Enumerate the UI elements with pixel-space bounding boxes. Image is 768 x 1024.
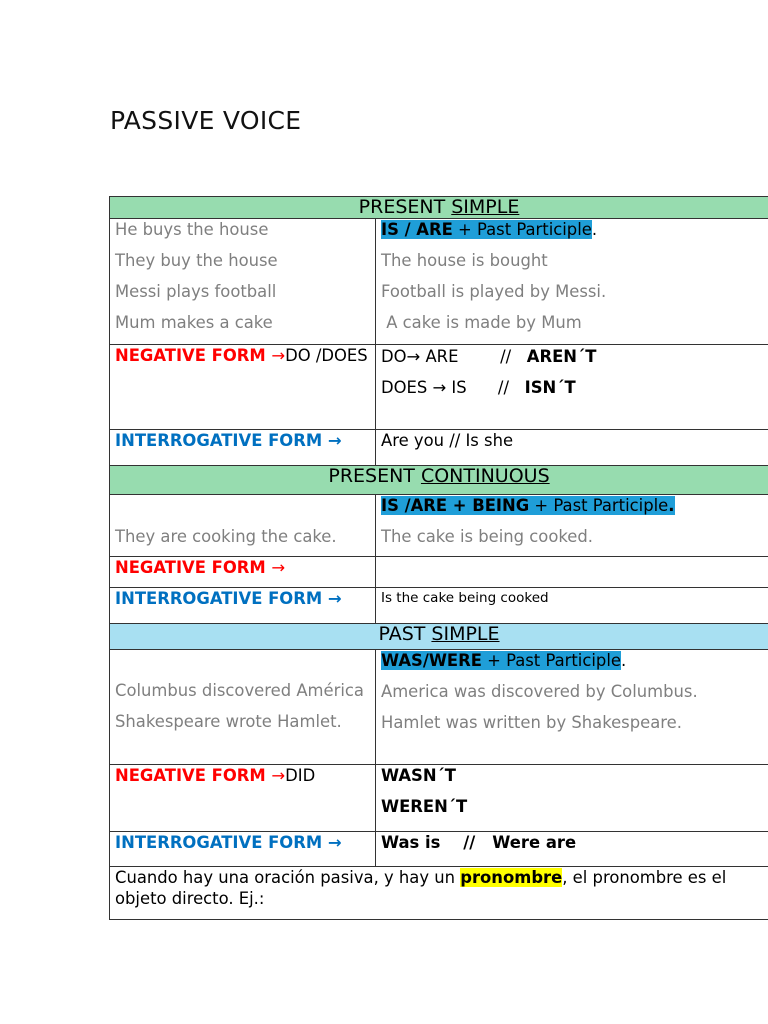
section-header-past-simple <box>110 624 768 650</box>
section-header-present-simple <box>110 197 768 219</box>
arrow-icon: → <box>271 558 286 577</box>
passive-example: The house is bought <box>381 251 548 270</box>
passive-example: Hamlet was written by Shakespeare. <box>381 713 682 732</box>
passive-example: A cake is made by Mum <box>381 313 582 332</box>
section-header-present-continuous <box>110 466 768 495</box>
interrogative-value: Is the cake being cooked <box>381 590 549 606</box>
note-text: Cuando hay una oración pasiva, y hay un <box>115 868 461 887</box>
header-tense: SIMPLE <box>451 196 520 218</box>
active-example: He buys the house <box>115 220 269 239</box>
interrogative-value: Was is // Were are <box>381 833 577 852</box>
page-title: PASSIVE VOICE <box>110 106 302 135</box>
header-text: PAST <box>378 623 432 645</box>
negative-rule: DO→ ARE // AREN´T <box>381 347 597 366</box>
rule-highlight: IS / ARE + Past Participle <box>381 220 592 239</box>
active-example: Shakespeare wrote Hamlet. <box>115 712 342 731</box>
rule-highlight: IS /ARE + BEING + Past Participle. <box>381 496 675 515</box>
negative-label: NEGATIVE FORM <box>115 766 272 785</box>
active-example: They are cooking the cake. <box>115 527 337 546</box>
passive-example: The cake is being cooked. <box>381 527 593 546</box>
passive-example: Football is played by Messi. <box>381 282 607 301</box>
negative-value: WEREN´T <box>381 797 468 816</box>
interrogative-label: INTERROGATIVE FORM → <box>115 589 342 608</box>
header-text: PRESENT <box>328 465 421 487</box>
header-tense: CONTINUOUS <box>420 465 550 487</box>
note-text-end: , el pronombre es el objeto directo. Ej.: <box>115 868 727 908</box>
examples-row: Columbus discovered América Shakespeare wrote Hamlet. WAS/WERE + Past Participle. America was discovered by Columbus. Hamlet was written by Shakespeare. <box>110 650 768 765</box>
passive-example: America was discovered by Columbus. <box>381 682 698 701</box>
active-example: Messi plays football <box>115 282 277 301</box>
negative-aux: DO /DOES <box>285 346 368 365</box>
passive-voice-table <box>109 196 768 920</box>
interrogative-label: INTERROGATIVE FORM → <box>115 833 342 852</box>
note-row <box>110 867 768 920</box>
negative-row <box>110 765 768 832</box>
examples-row <box>110 495 768 557</box>
negative-rule: DOES → IS // ISN´T <box>381 378 576 397</box>
negative-row <box>110 345 768 430</box>
interrogative-value: Are you // Is she <box>381 431 514 450</box>
negative-aux: DID <box>285 766 316 785</box>
active-example: They buy the house <box>115 251 278 270</box>
active-example: Columbus discovered América <box>115 681 364 700</box>
examples-row: He buys the house They buy the house Messi plays football Mum makes a cake IS / ARE + Past Participle. The house is bought Football is played by Messi. A cake is made by Mum <box>110 219 768 345</box>
arrow-icon: → <box>271 766 286 785</box>
negative-label: NEGATIVE FORM <box>115 346 272 365</box>
negative-row <box>110 557 768 588</box>
interrogative-row <box>110 588 768 624</box>
negative-value: WASN´T <box>381 766 456 785</box>
interrogative-label: INTERROGATIVE FORM → <box>115 431 342 450</box>
active-example: Mum makes a cake <box>115 313 273 332</box>
negative-label: NEGATIVE FORM <box>115 558 272 577</box>
interrogative-row <box>110 430 768 466</box>
note-highlight: pronombre <box>460 868 563 887</box>
interrogative-row <box>110 832 768 867</box>
header-tense: SIMPLE <box>431 623 500 645</box>
header-text: PRESENT <box>358 196 452 218</box>
rule-highlight: WAS/WERE + Past Participle <box>381 651 621 670</box>
arrow-icon: → <box>271 346 286 365</box>
